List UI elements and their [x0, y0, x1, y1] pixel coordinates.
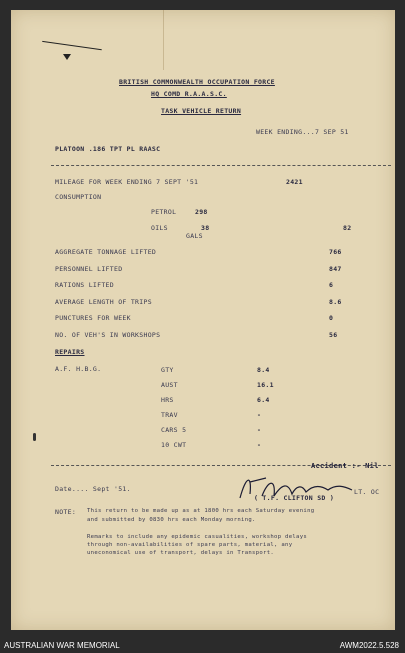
footer-id: AWM2022.5.528 [339, 641, 399, 650]
oils-value-2: 82 [343, 224, 352, 232]
footer-source: AUSTRALIAN WAR MEMORIAL [4, 641, 120, 650]
stat-value: 8.6 [329, 297, 342, 306]
week-ending: WEEK ENDING...7 SEP 51 [256, 128, 349, 136]
stat-label: AGGREGATE TONNAGE LIFTED [55, 248, 157, 256]
repair-value: - [257, 441, 262, 449]
repairs-subhead: A.F. H.B.G. [55, 365, 102, 373]
stat-value: 0 [329, 314, 334, 322]
stat-value: 847 [329, 264, 342, 273]
oils-units: GALS [186, 232, 203, 240]
consumption-label: CONSUMPTION [55, 193, 102, 201]
stat-label: PUNCTURES FOR WEEK [55, 314, 131, 322]
note-text-1: This return to be made up as at 1800 hrs each Saturday evening [87, 508, 315, 514]
date-line: Date.... Sept '51. [55, 485, 131, 493]
remarks-3: uneconomical use of transport, delays in Transport. [87, 550, 275, 556]
fold-line [163, 10, 164, 70]
stat-label: NO. OF VEH'S IN WORKSHOPS [55, 330, 161, 339]
force-title: BRITISH COMMONWEALTH OCCUPATION FORCE [119, 78, 275, 86]
divider-top [51, 165, 391, 166]
mileage-label: MILEAGE FOR WEEK ENDING 7 SEPT '51 [55, 178, 199, 186]
footer-bar [0, 638, 405, 653]
return-title: TASK VEHICLE RETURN [161, 107, 242, 115]
note-text-2: and submitted by 0830 hrs each Monday morning. [87, 517, 256, 523]
repair-label: CARS 5 [161, 426, 187, 434]
stat-value: 56 [329, 330, 338, 339]
signatory-rank: LT. OC [354, 488, 380, 496]
repair-value: - [257, 426, 262, 434]
repair-label: 10 CWT [161, 441, 187, 449]
accident-line: Accident :- Nil [311, 462, 379, 470]
document-paper [11, 10, 395, 630]
oils-label: OILS [151, 224, 168, 232]
repair-value: 16.1 [257, 381, 274, 389]
repair-label: GTY [161, 366, 174, 374]
petrol-label: PETROL [151, 208, 177, 216]
petrol-value: 298 [195, 208, 208, 216]
arrow-mark-icon [63, 54, 71, 60]
stat-value: 766 [329, 248, 342, 256]
repair-label: AUST [161, 381, 178, 389]
remarks-2: through non-availabilities of spare parts, material, any [87, 542, 293, 548]
signatory-name: ( T.F. CLIFTON SD ) [254, 494, 335, 502]
punch-hole [33, 433, 36, 441]
pencil-mark [40, 41, 102, 64]
repair-label: TRAV [161, 411, 178, 419]
repair-value: 8.4 [257, 366, 270, 374]
stat-label: PERSONNEL LIFTED [55, 264, 123, 273]
hq-title: HQ COMD R.A.A.S.C. [151, 90, 227, 98]
stat-label: AVERAGE LENGTH OF TRIPS [55, 297, 152, 306]
stat-value: 6 [329, 281, 334, 289]
remarks-1: Remarks to include any epidemic casualities, workshop delays [87, 534, 308, 540]
repairs-title: REPAIRS [55, 348, 85, 356]
oils-value: 38 [201, 224, 210, 232]
mileage-value: 2421 [286, 178, 303, 186]
note-label: NOTE: [55, 508, 77, 516]
stat-label: RATIONS LIFTED [55, 281, 114, 289]
repair-value: - [257, 411, 262, 419]
repair-value: 6.4 [257, 396, 270, 404]
platoon-line: PLATOON .186 TPT PL RAASC [55, 145, 161, 153]
repair-label: HRS [161, 396, 174, 404]
